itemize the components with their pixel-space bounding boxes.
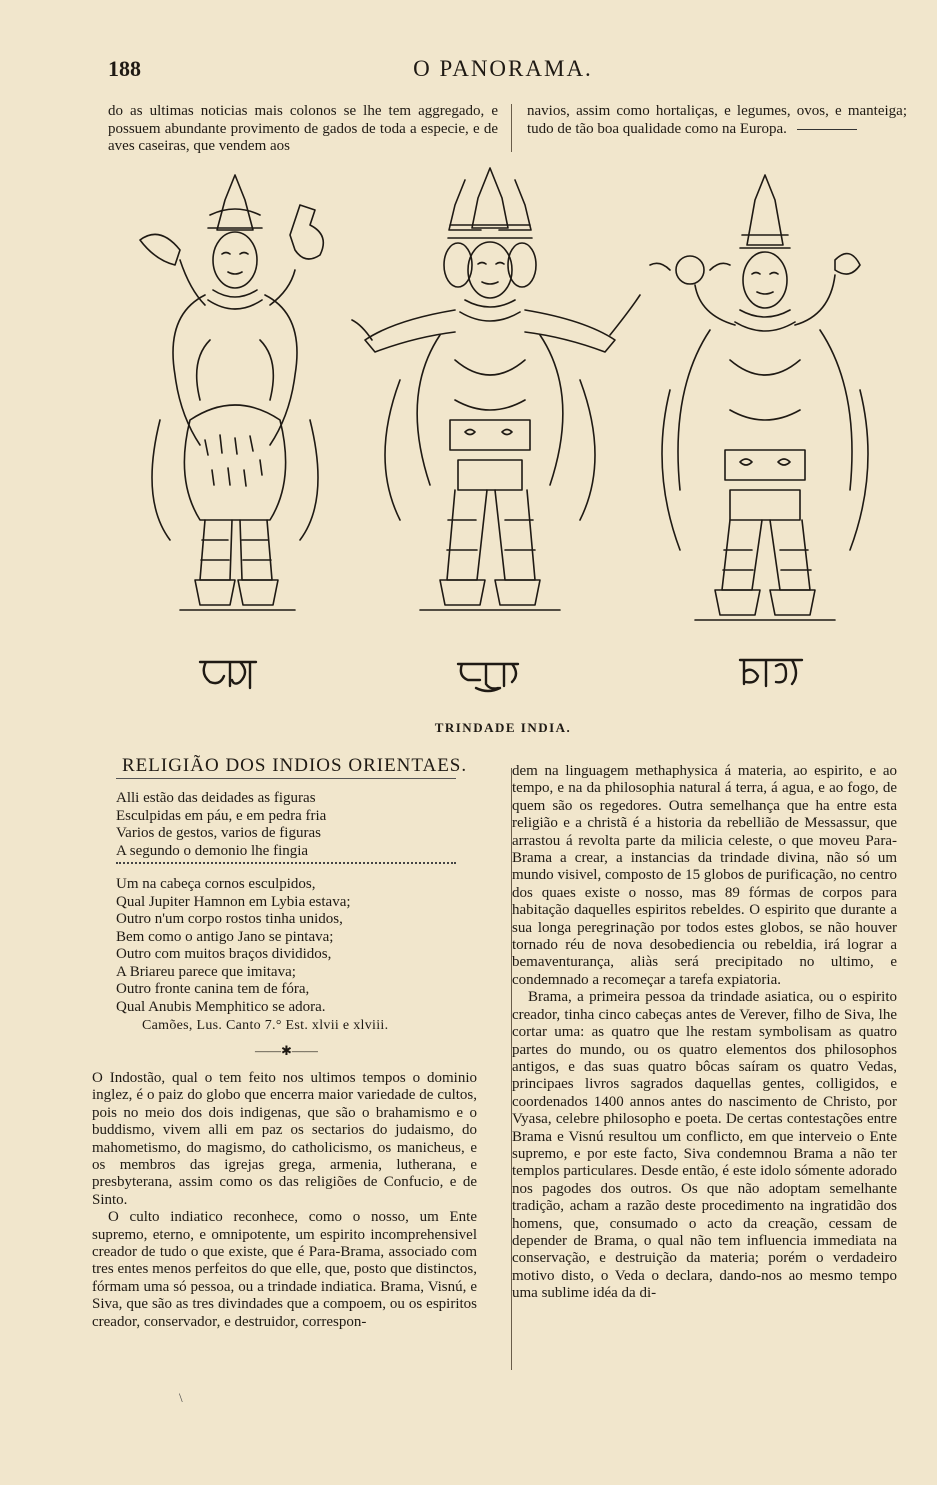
poem-line: Qual Anubis Memphitico se adora. [116,998,326,1015]
poem-line: Qual Jupiter Hamnon em Lybia estava; [116,893,351,910]
top-left-column [108,103,498,156]
shiva-script-label [200,662,256,688]
page-header [108,56,898,86]
poem-line: Varios de gestos, varios de figuras [116,825,321,841]
top-right-column [527,103,907,138]
body-right-column [512,763,897,1303]
top-right-text: navios, assim como hortaliças, e legumes, ovos, e manteiga; tudo de tão boa qualidade como na Europa. [527,103,907,137]
trinity-illustration [110,160,890,700]
vishnu-script-label [740,660,802,686]
poem-line: Bem como o antigo Jano se pintava; [116,928,334,945]
poem-stanza-2 [116,876,486,1016]
body-left-column [92,1070,477,1331]
top-left-text: do as ultimas noticias mais colonos se lhe tem aggregado, e possuem abundante provimento de gados de toda a especie, e de aves caseiras, que vendem aos [108,103,498,154]
brahma-figure [352,168,640,610]
poem-line: Outro n'um corpo rostos tinha unidos, [116,911,343,927]
section-title: RELIGIÃO DOS INDIOS ORIENTAES. [122,755,468,776]
running-title: O PANORAMA. [413,56,593,81]
star-separator: ——✱—— [255,1043,318,1058]
poem-stanza-1 [116,790,486,860]
dotted-separator [116,862,456,864]
brahma-script-label [458,664,518,691]
poem-line: A segundo o demonio lhe fingia [116,842,309,859]
page-number: 188 [108,56,141,81]
body-paragraph: O Indostão, qual o tem feito nos ultimos tempos o dominio inglez, é o paiz do globo que encerra maior variedade de cultos, pois no meio dos dois indigenas, que são o brahamismo e o buddismo, vivem alli em paz os sectarios do judaismo, do mahometismo, do magismo, do catholicismo, os manicheus, e os membros das igrejas grega, armenia, lutherana, e presbyterana, assim como os das religiões de Confucio, e de Sinto. [92,1070,477,1208]
poem-line: Outro com muitos braços divididos, [116,946,332,962]
poem-line: Um na cabeça cornos esculpidos, [116,876,316,892]
shiva-figure [140,175,323,610]
title-underline [116,778,456,779]
stray-mark: \ [179,1390,183,1405]
vishnu-figure [650,175,868,620]
body-paragraph: dem na linguagem methaphysica á materia, ao espirito, e ao tempo, e na da philosophia natural á terra, á agua, e ao fogo, de quem são os regedores. Outra semelhança que ha entre esta religião e a christã é a historia da rebellião de Messassur, que arrastou á revolta parte da milicia celeste, o que moveu Para-Brama a crear, a instancias da trindade divina, não só um mundo visivel, composto de 15 globos de purificação, no centro dos quaes existe o nosso, mas 89 fórmas de corpos para habitação daquelles espiritos rebeldes. O espirito que durante a sua longa peregrinação por todos estes globos, se não houver tornado réu de nova desobediencia ou rebeldia, irá lograr a bemaventurança, aliàs será precipitado no ultimo, e condemnado a recomeçar a tarefa expiatoria. [512,763,897,988]
column-divider-top [511,104,512,152]
body-paragraph: O culto indiatico reconhece, como o nosso, um Ente supremo, eterno, e omnipotente, um espirito incomprehensivel creador de tudo o que existe, que é Para-Brama, associado com tres entes menos perfeitos do que elle, que, posto que distinctos, fórmam uma só pessoa, ou a trindade indiatica. Brama, Visnú, e Siva, que são as tres divindades que a compoem, ou os espiritos creador, conservador, e destruidor, correspon- [92,1209,477,1330]
figure-caption: TRINDADE INDIA. [434,720,572,735]
script-labels [0,648,937,698]
poem-line: Alli estão das deidades as figuras [116,790,316,806]
body-paragraph: Brama, a primeira pessoa da trindade asiatica, ou o espirito creador, tinha cinco cabeças antes de Verever, filho de Siva, lhe cortar uma: as quatro que lhe restam symbolisam as quatro partes do mundo, ou os quatro elementos dos philosophos antigos, e das suas quatro bôcas saíram os quatro Vedas, principaes livros sagrados daquellas gentes, colligidos, e coordenados 1400 annos antes do nascimento de Christo, por Vyasa, celebre philosopho e poeta. De certas contestações entre Brama e Visnú resultou um conflicto, em que interveio o Ente supremo, e por este facto, Siva condemnou Brama a não ter templos particulares. Desde então, é este idolo sómente adorado nos pagodes dos outros. Os que não adoptam semelhante tradição, acham a razão deste procedimento na ingratidão dos homens, que, consumado o acto da creação, cessam de depender de Brama, o qual não tem influencia immediata na conservação, e destruição da materia; porém o verdadeiro motivo disto, o Veda o declara, dando-nos ao mesmo tempo uma sublime idéa da di- [512,989,897,1302]
poem-line: Esculpidas em páu, e em pedra fria [116,807,327,824]
poem-line: Outro fronte canina tem de fóra, [116,981,310,997]
poem-citation: Camões, Lus. Canto 7.° Est. xlvii e xlviii. [142,1018,389,1033]
end-rule [797,129,857,130]
poem-line: A Briareu parece que imitava; [116,963,296,980]
